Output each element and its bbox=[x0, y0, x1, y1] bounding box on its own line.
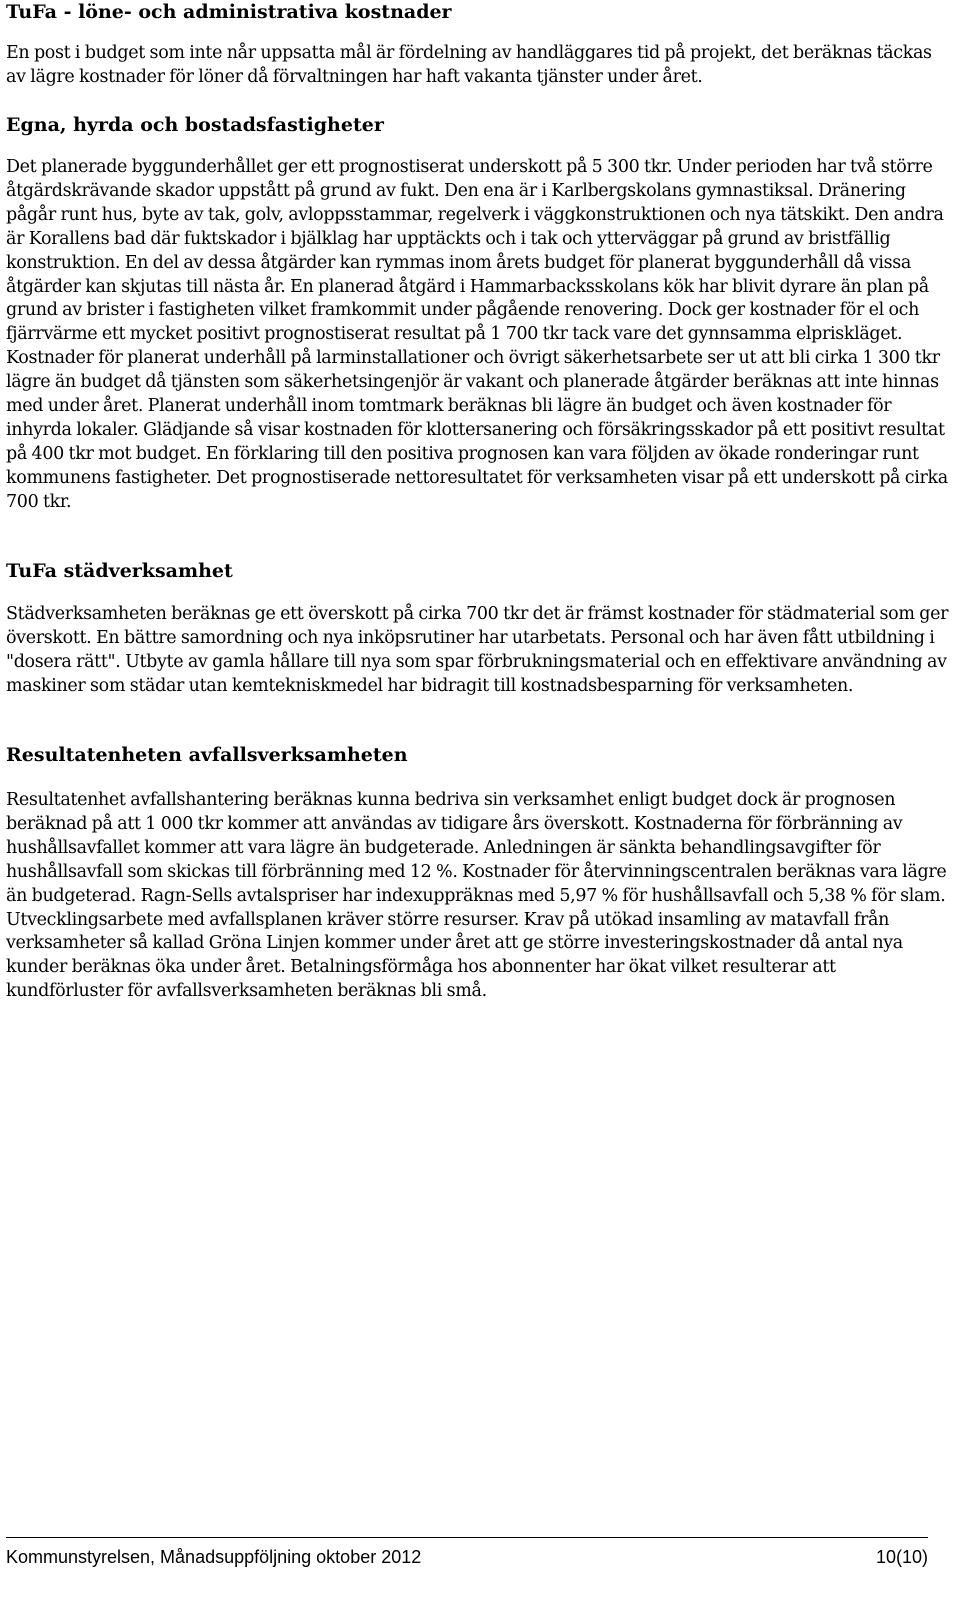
section-heading-lone-admin: TuFa - löne- och administrativa kostnader bbox=[6, 1, 452, 23]
section-paragraph-lone-admin: En post i budget som inte når uppsatta mål är fördelning av handläggares tid på projekt, det beräknas täckas av lägre kostnader för löner då förvaltningen har haft vakanta tjänster under året. bbox=[6, 43, 932, 87]
section-paragraph-avfallsverksamhet: Resultatenhet avfallshantering beräknas kunna bedriva sin verksamhet enligt budget dock är prognosen beräknad på att 1 000 tkr kommer att användas av tidigare års överskott. Kostnaderna för förbränning av hushållsavfallet kommer att vara lägre än budgeterade. Anledningen är sänkta behandlingsavgifter för hushållsavfall som skickas till förbränning med 12 %. Kostnader för återvinningscentralen beräknas vara lägre än budgeterad. Ragn-Sells avtalspriser har indexuppräknas med 5,97 % för hushållsavfall och 5,38 % för slam. Utvecklingsarbete med avfallsplanen kräver större resurser. Krav på utökad insamling av matavfall från verksamheter så kallad Gröna Linjen kommer under året att ge större investeringskostnader då antal nya kunder beräknas öka under året. Betalningsförmåga hos abonnenter har ökat vilket resulterar att kundförluster för avfallsverksamheten beräknas bli små. bbox=[6, 790, 947, 1002]
footer-divider bbox=[6, 1537, 928, 1538]
section-heading-avfallsverksamhet: Resultatenheten avfallsverksamheten bbox=[6, 744, 408, 766]
section-heading-stadverksamhet: TuFa städverksamhet bbox=[6, 560, 233, 582]
section-paragraph-fastigheter: Det planerade byggunderhållet ger ett prognostiserat underskott på 5 300 tkr. Under perioden har två större åtgärdskrävande skador uppstått på grund av fukt. Den ena är i Karlbergskolans gymnastiksal. Dränering pågår runt hus, byte av tak, golv, avloppsstammar, regelverk i väggkonstruktionen och nya tätskikt. Den andra är Korallens bad där fuktskador i bjälklag har upptäckts och i tak och ytterväggar på grund av bristfällig konstruktion. En del av dessa åtgärder kan rymmas inom årets budget för planerat byggunderhåll då vissa åtgärder kan skjutas till nästa år. En planerad åtgärd i Hammarbacksskolans kök har blivit dyrare än plan på grund av brister i fastigheten vilket framkommit under pågående renovering. Dock ger kostnader för el och fjärrvärme ett mycket positivt prognostiserat resultat på 1 700 tkr tack vare det gynnsamma elpriskläget. Kostnader för planerat underhåll på larminstallationer och övrigt säkerhetsarbete ser ut att bli cirka 1 300 tkr lägre än budget då tjänsten som säkerhetsingenjör är vakant och planerade åtgärder beräknas att inte hinnas med under året. Planerat underhåll inom tomtmark beräknas bli lägre än budget och även kostnader för inhyrda lokaler. Glädjande så visar kostnaden för klottersanering och försäkringsskador på ett positivt resultat på 400 tkr mot budget. En förklaring till den positiva prognosen kan vara följden av ökade ronderingar runt kommunens fastigheter. Det prognostiserade nettoresultatet för verksamheten visar på ett underskott på cirka 700 tkr. bbox=[6, 157, 948, 512]
section-paragraph-stadverksamhet: Städverksamheten beräknas ge ett överskott på cirka 700 tkr det är främst kostnader för städmaterial som ger överskott. En bättre samordning och nya inköpsrutiner har utarbetats. Personal och har även fått utbildning i "dosera rätt". Utbyte av gamla hållare till nya som spar förbrukningsmaterial och en effektivare användning av maskiner som städar utan kemtekniskmedel har bidragit till kostnadsbesparning för verksamheten. bbox=[6, 604, 949, 696]
footer-document-title: Kommunstyrelsen, Månadsuppföljning oktober 2012 bbox=[6, 1547, 422, 1567]
footer-page-number: 10(10) bbox=[875, 1547, 928, 1567]
section-heading-fastigheter: Egna, hyrda och bostadsfastigheter bbox=[6, 114, 384, 136]
